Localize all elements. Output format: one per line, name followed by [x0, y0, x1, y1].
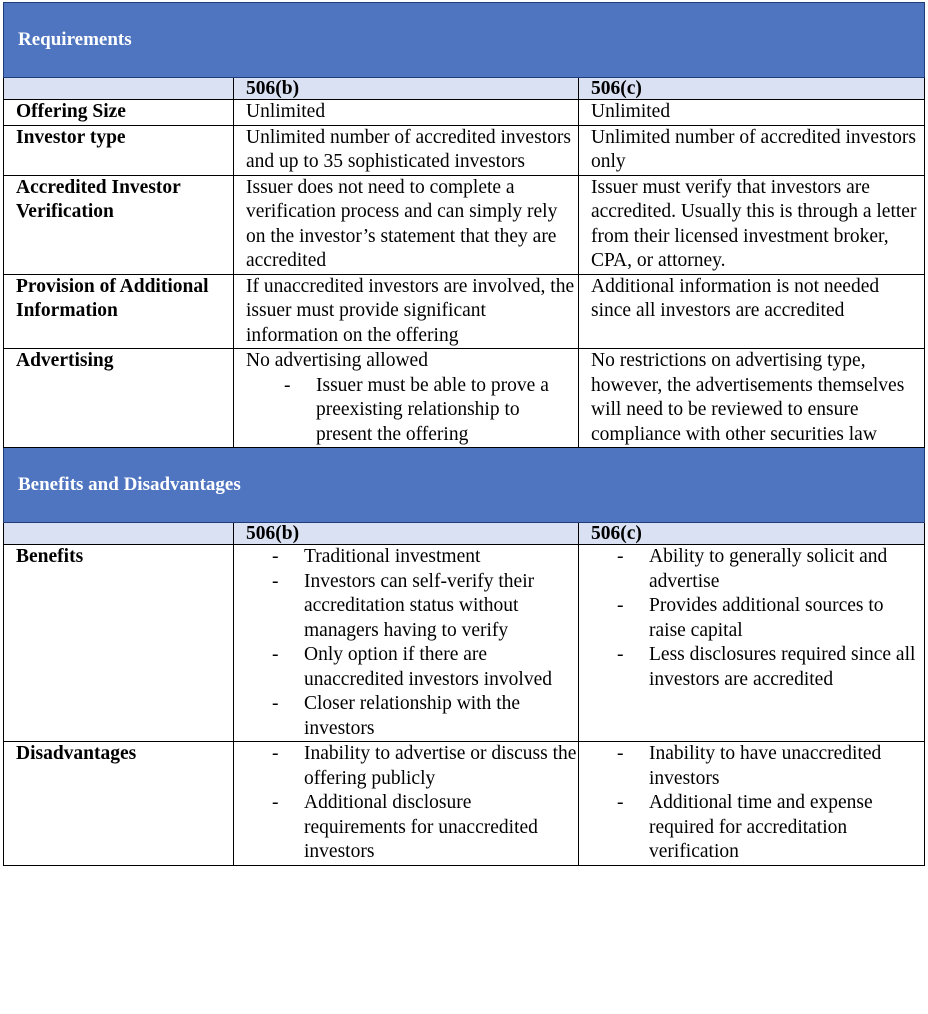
cell-506c	[579, 545, 925, 742]
list-item: - Additional time and expense required for accreditation verification	[591, 791, 924, 865]
column-header-empty	[4, 523, 234, 545]
row-label-investor-type: Investor type	[4, 125, 234, 175]
cell-506b: Unlimited	[234, 100, 579, 126]
list-item: - Issuer must be able to prove a preexisting relationship to present the offering	[246, 374, 578, 448]
list-item: - Provides additional sources to raise capital	[591, 594, 924, 643]
benefits-column-header-row	[4, 523, 925, 545]
cell-text: No advertising allowed	[246, 350, 428, 371]
cell-506b	[234, 742, 579, 866]
bullet-list	[591, 545, 924, 692]
table-row	[4, 349, 925, 448]
bullet-list	[591, 742, 924, 865]
cell-506c: Issuer must verify that investors are accredited. Usually this is through a letter from their licensed investment broker, CPA, or attorney.	[579, 175, 925, 274]
cell-506c: Additional information is not needed since all investors are accredited	[579, 274, 925, 349]
cell-506b: If unaccredited investors are involved, the issuer must provide significant information on the offering	[234, 274, 579, 349]
table-row	[4, 742, 925, 866]
column-header-empty	[4, 78, 234, 100]
benefits-title: Benefits and Disadvantages	[4, 448, 925, 523]
column-header-506c: 506(c)	[579, 78, 925, 100]
cell-506c: Unlimited number of accredited investors only	[579, 125, 925, 175]
list-item: - Traditional investment	[246, 545, 578, 570]
row-label-benefits: Benefits	[4, 545, 234, 742]
column-header-506c: 506(c)	[579, 523, 925, 545]
row-label-disadvantages: Disadvantages	[4, 742, 234, 866]
cell-506c	[579, 742, 925, 866]
row-label-offering-size: Offering Size	[4, 100, 234, 126]
list-item: - Investors can self-verify their accreditation status without managers having to verify	[246, 570, 578, 644]
cell-506b: Issuer does not need to complete a verification process and can simply rely on the investor’s statement that they are accredited	[234, 175, 579, 274]
row-label-accredited-verification: Accredited Investor Verification	[4, 175, 234, 274]
bullet-list	[246, 374, 578, 448]
comparison-table	[3, 2, 925, 866]
table-row	[4, 125, 925, 175]
table-row	[4, 175, 925, 274]
cell-506b	[234, 349, 579, 448]
row-label-additional-information: Provision of Additional Information	[4, 274, 234, 349]
cell-506c: No restrictions on advertising type, however, the advertisements themselves will need to be reviewed to ensure compliance with other securities law	[579, 349, 925, 448]
list-item: - Less disclosures required since all investors are accredited	[591, 643, 924, 692]
requirements-title: Requirements	[4, 3, 925, 78]
row-label-advertising: Advertising	[4, 349, 234, 448]
bullet-list	[246, 545, 578, 741]
list-item: - Inability to advertise or discuss the offering publicly	[246, 742, 578, 791]
bullet-list	[246, 742, 578, 865]
list-item: - Ability to generally solicit and advertise	[591, 545, 924, 594]
list-item: - Closer relationship with the investors	[246, 692, 578, 741]
list-item: - Inability to have unaccredited investors	[591, 742, 924, 791]
table-row	[4, 545, 925, 742]
list-item: - Only option if there are unaccredited investors involved	[246, 643, 578, 692]
column-header-506b: 506(b)	[234, 523, 579, 545]
table-row	[4, 274, 925, 349]
benefits-section-header	[4, 448, 925, 523]
cell-506c: Unlimited	[579, 100, 925, 126]
column-header-506b: 506(b)	[234, 78, 579, 100]
cell-506b	[234, 545, 579, 742]
requirements-section-header	[4, 3, 925, 78]
comparison-document	[3, 2, 924, 866]
table-row	[4, 100, 925, 126]
requirements-column-header-row	[4, 78, 925, 100]
list-item: - Additional disclosure requirements for unaccredited investors	[246, 791, 578, 865]
cell-506b: Unlimited number of accredited investors and up to 35 sophisticated investors	[234, 125, 579, 175]
